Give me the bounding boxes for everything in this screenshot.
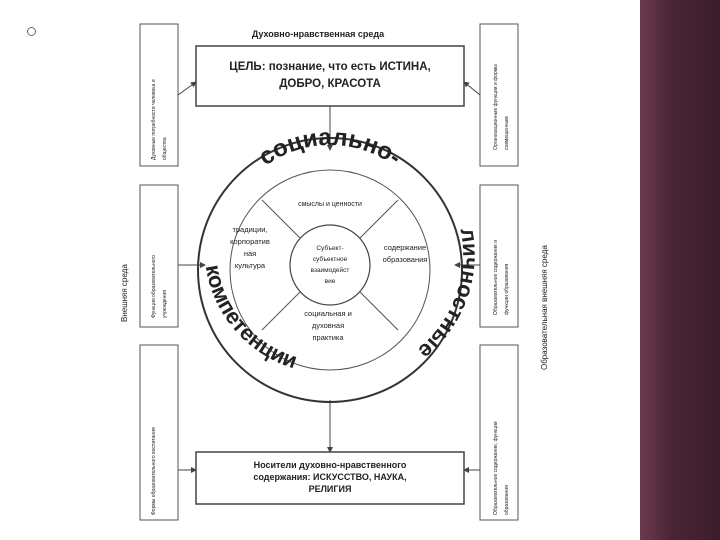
sector-left-1: традиции, bbox=[232, 225, 268, 234]
goal-line-1: ЦЕЛЬ: познание, что есть ИСТИНА, bbox=[229, 61, 431, 73]
left-bottom-box bbox=[140, 345, 178, 520]
ring-word-right: личностные bbox=[413, 226, 484, 365]
sector-right-2: образования bbox=[382, 255, 428, 264]
ring-word-top: социально- bbox=[253, 123, 407, 171]
center-text-1: Субъект- bbox=[316, 245, 344, 252]
sector-left-2: корпоратив bbox=[230, 237, 270, 246]
sector-bottom-1: социальная и bbox=[304, 309, 352, 318]
left-top-text-2: общества bbox=[162, 137, 168, 160]
left-top-text-1: Духовные потребности человека и bbox=[151, 79, 157, 160]
left-middle-text-2: учреждения bbox=[162, 290, 168, 318]
sector-line bbox=[360, 292, 398, 330]
right-outer-label: Образовательная внешняя среда bbox=[540, 245, 549, 370]
right-bottom-text-1: Образовательное содержание, функции bbox=[493, 421, 499, 515]
right-top-box bbox=[480, 24, 518, 166]
right-middle-box bbox=[480, 185, 518, 327]
goal-box bbox=[196, 46, 464, 106]
center-circle bbox=[290, 225, 370, 305]
center-text-3: взаимодейст bbox=[310, 267, 350, 274]
right-top-text-1: Организационные функции и формы bbox=[493, 64, 499, 150]
right-middle-text-1: Образовательное содержание и bbox=[493, 240, 499, 315]
sector-right-1: содержание bbox=[383, 243, 427, 252]
left-bottom-text: Формы образовательного воспитания bbox=[151, 427, 157, 515]
sector-top-text: смыслы и ценности bbox=[298, 201, 362, 208]
decorative-side-panel bbox=[640, 0, 720, 540]
sector-line bbox=[262, 292, 300, 330]
ring-word-left: компетенции bbox=[200, 262, 301, 374]
right-bottom-text-2: образования bbox=[504, 485, 510, 515]
sector-bottom-2: духовная bbox=[311, 321, 345, 330]
header-title: Духовно-нравственная среда bbox=[251, 29, 385, 39]
center-text-4: вие bbox=[324, 278, 336, 285]
sector-line bbox=[262, 200, 300, 238]
left-middle-text-1: Функции образовательного bbox=[151, 255, 157, 318]
left-middle-box bbox=[140, 185, 178, 327]
right-bottom-box bbox=[480, 345, 518, 520]
carriers-line-2: содержания: ИСКУССТВО, НАУКА, bbox=[253, 472, 407, 482]
left-top-box bbox=[140, 24, 178, 166]
sector-line bbox=[360, 200, 398, 238]
carriers-line-3: РЕЛИГИЯ bbox=[308, 484, 352, 494]
center-text-2: субъектное bbox=[312, 256, 348, 263]
left-outer-label: Внешняя среда bbox=[120, 264, 129, 322]
carriers-line-1: Носители духовно-нравственного bbox=[253, 460, 407, 470]
goal-line-2: ДОБРО, КРАСОТА bbox=[279, 78, 381, 90]
right-middle-text-2: функции образования bbox=[504, 263, 510, 315]
sector-left-3: ная bbox=[243, 249, 257, 258]
connector bbox=[178, 82, 196, 95]
connector bbox=[464, 82, 480, 95]
sector-bottom-3: практика bbox=[312, 333, 344, 342]
right-top-text-2: совмещенным bbox=[504, 116, 510, 150]
sector-left-4: культура bbox=[234, 261, 266, 270]
